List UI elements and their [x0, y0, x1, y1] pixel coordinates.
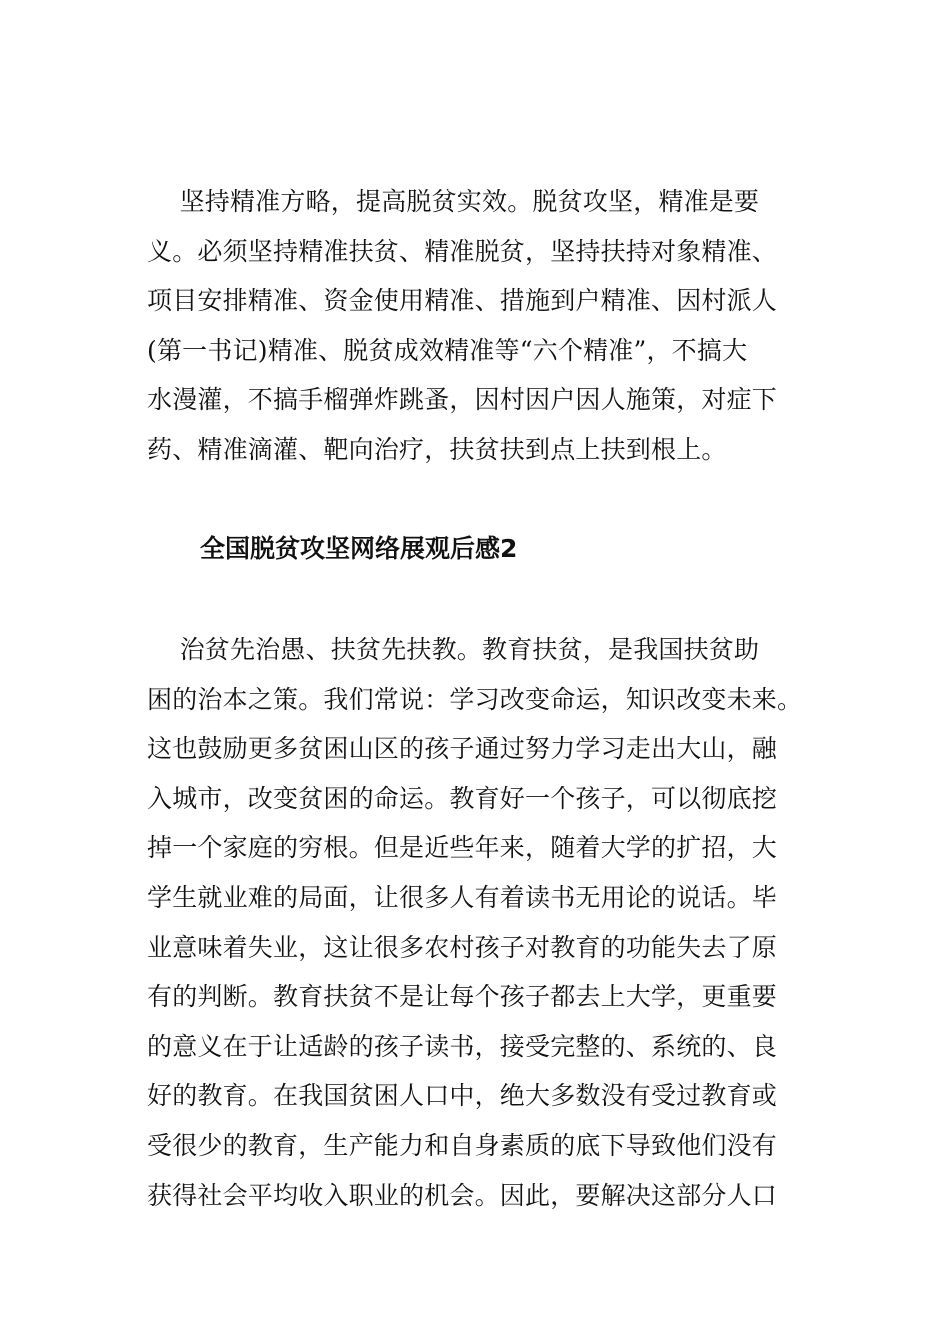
text-line: 药、精准滴灌、靶向治疗，扶贫扶到点上扶到根上。	[147, 434, 727, 464]
text-line: 有的判断。教育扶贫不是让每个孩子都去上大学，更重要	[147, 982, 778, 1012]
text-line: 掉一个家庭的穷根。但是近些年来，随着大学的扩招，大	[147, 833, 778, 863]
text-line: 学生就业难的局面，让很多人有着读书无用论的说话。毕	[147, 882, 778, 912]
text-line: 入城市，改变贫困的命运。教育好一个孩子，可以彻底挖	[147, 783, 778, 813]
paragraph-precision-strategy	[147, 177, 807, 475]
text-line: 这也鼓励更多贫困山区的孩子通过努力学习走出大山，融	[147, 734, 778, 764]
text-line: (第一书记)精准、脱贫成效精准等“六个精准”，不搞大	[147, 335, 748, 365]
section-heading: 全国脱贫攻坚网络展观后感2	[200, 534, 518, 563]
text-line: 水漫灌，不搞手榴弹炸跳蚤，因村因户因人施策，对症下	[147, 385, 778, 415]
text-line: 获得社会平均收入职业的机会。因此，要解决这部分人口	[147, 1180, 778, 1210]
text-line: 业意味着失业，这让很多农村孩子对教育的功能失去了原	[147, 932, 778, 962]
text-line: 受很少的教育，生产能力和自身素质的底下导致他们没有	[147, 1130, 778, 1160]
text-line: 治贫先治愚、扶贫先扶教。教育扶贫，是我国扶贫助	[147, 635, 760, 664]
text-line: 坚持精准方略，提高脱贫实效。脱贫攻坚，精准是要	[147, 187, 760, 216]
text-line: 项目安排精准、资金使用精准、措施到户精准、因村派人	[147, 286, 778, 316]
text-line: 的意义在于让适龄的孩子读书，接受完整的、系统的、良	[147, 1031, 778, 1061]
text-line: 困的治本之策。我们常说：学习改变命运，知识改变未来。	[147, 684, 803, 714]
text-line: 义。必须坚持精准扶贫、精准脱贫，坚持扶持对象精准、	[147, 236, 778, 266]
text-line: 好的教育。在我国贫困人口中，绝大多数没有受过教育或	[147, 1081, 778, 1111]
paragraph-education-poverty	[147, 625, 807, 1220]
